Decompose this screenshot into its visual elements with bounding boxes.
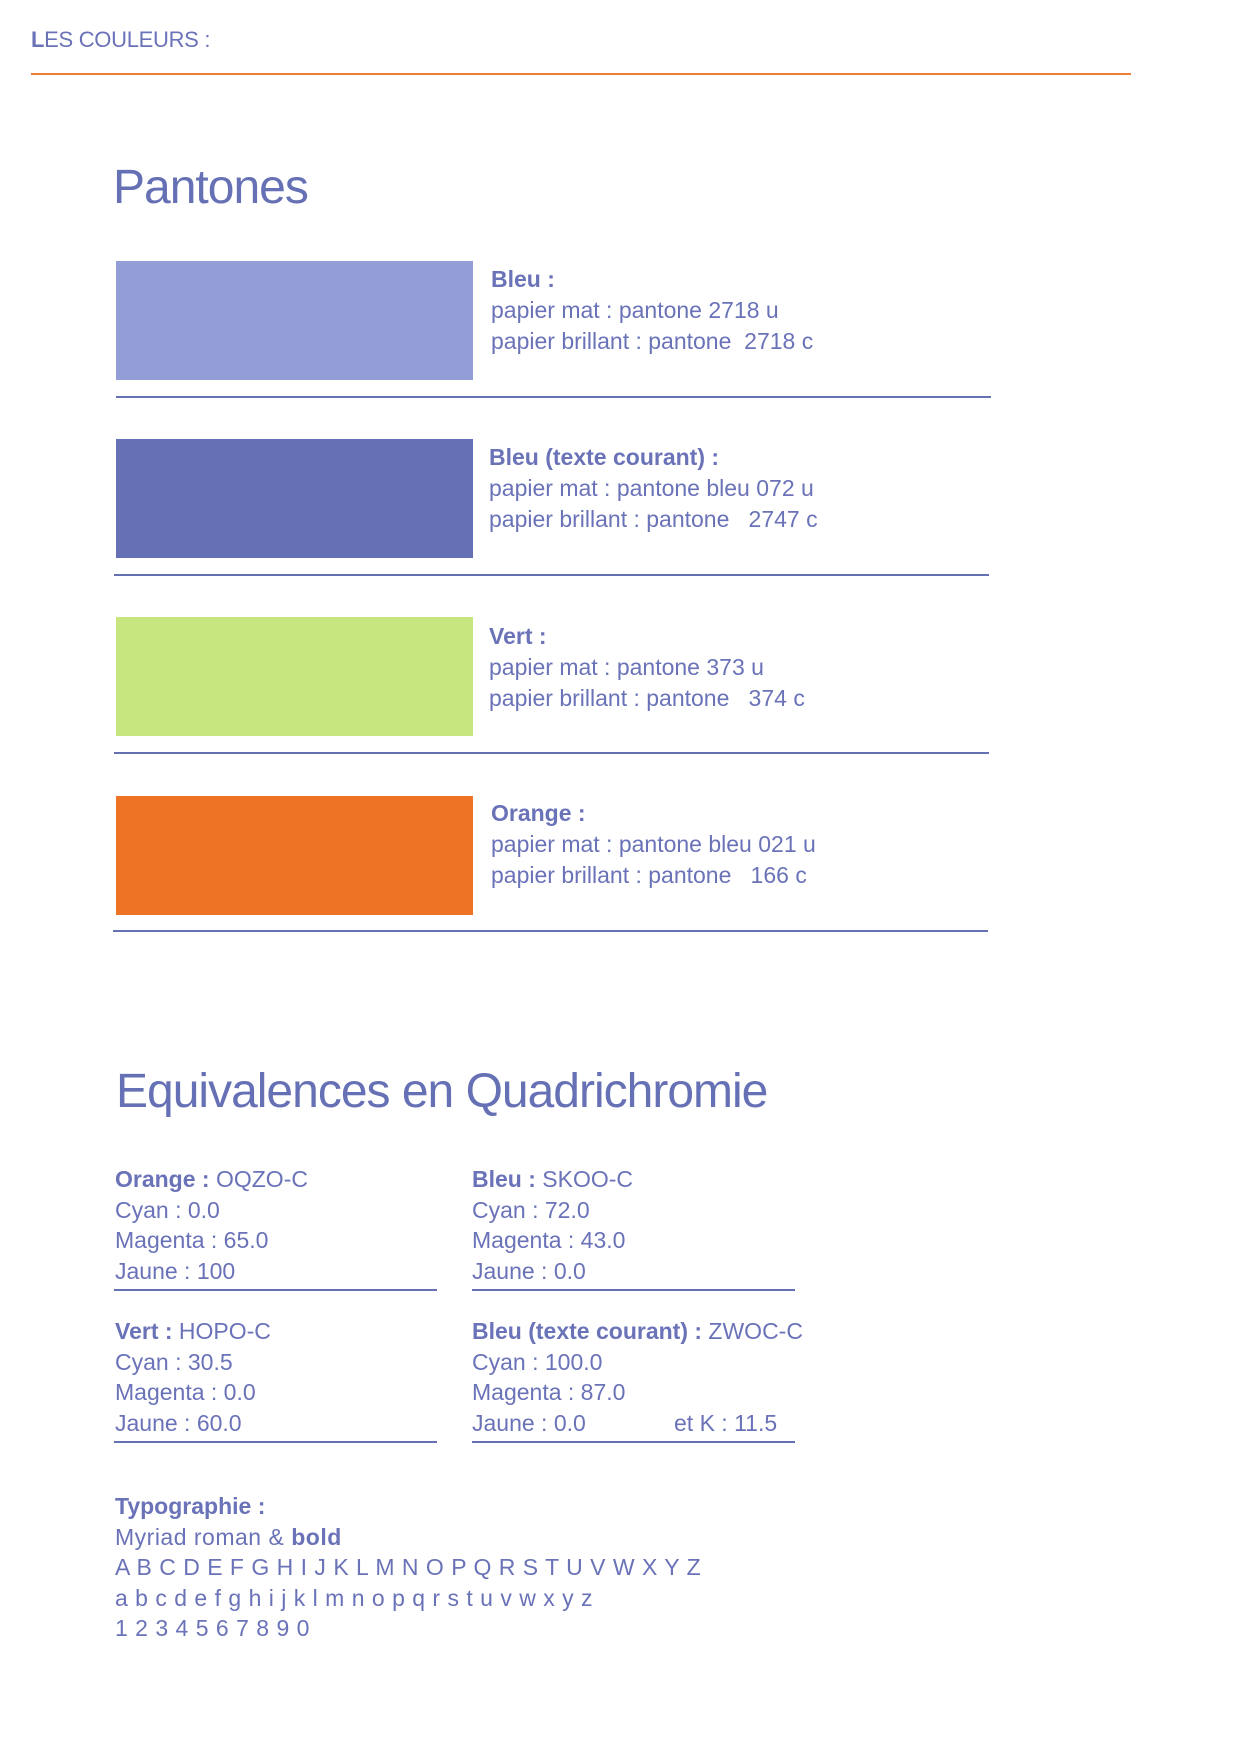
quadri-bleu-texte-magenta: Magenta : 87.0 (472, 1379, 626, 1405)
quadri-vert-magenta: Magenta : 0.0 (115, 1379, 256, 1405)
pantone-bleu-texte-name: Bleu (texte courant) : (489, 444, 720, 470)
header-divider (31, 73, 1131, 75)
quadri-bleu-jaune: Jaune : 0.0 (472, 1257, 586, 1284)
quadri-bleu-texte-k: et K : 11.5 (674, 1409, 778, 1436)
quadri-bleu-texte (472, 1316, 832, 1438)
pantone-vert-mat: papier mat : pantone 373 u (489, 654, 764, 680)
pantone-divider (113, 930, 988, 932)
pantone-vert-brillant: papier brillant : pantone 374 c (489, 685, 805, 711)
swatch-bleu-texte (116, 439, 473, 558)
pantone-bleu-mat: papier mat : pantone 2718 u (491, 297, 779, 323)
typographie-digits: 1 2 3 4 5 6 7 8 9 0 (115, 1615, 310, 1641)
pantone-bleu-texte-brillant: papier brillant : pantone 2747 c (489, 506, 818, 532)
pantone-orange-mat: papier mat : pantone bleu 021 u (491, 831, 816, 857)
quadri-divider (472, 1289, 795, 1291)
quadri-divider (472, 1441, 795, 1443)
quadri-bleu-magenta: Magenta : 43.0 (472, 1227, 626, 1253)
swatch-orange (116, 796, 473, 915)
header-title-rest: ES COULEURS : (44, 27, 211, 52)
quadri-title: Equivalences en Quadrichromie (116, 1065, 768, 1118)
swatch-vert (116, 617, 473, 736)
pantone-divider (114, 752, 989, 754)
pantone-divider (114, 574, 989, 576)
quadri-bleu (472, 1164, 797, 1286)
quadri-bleu-texte-name: Bleu (texte courant) : (472, 1318, 703, 1344)
typographie-lowercase: a b c d e f g h i j k l m n o p q r s t u v w x y z (115, 1584, 593, 1611)
quadri-bleu-texte-cyan: Cyan : 100.0 (472, 1348, 603, 1375)
pantone-vert-name: Vert : (489, 623, 547, 649)
quadri-bleu-code: SKOO-C (535, 1166, 634, 1192)
quadri-divider (114, 1441, 437, 1443)
typographie (115, 1491, 701, 1644)
quadri-bleu-cyan: Cyan : 72.0 (472, 1196, 590, 1223)
swatch-bleu (116, 261, 473, 380)
typographie-uppercase: A B C D E F G H I J K L M N O P Q R S T U V W X Y Z (115, 1554, 702, 1580)
pantone-orange (491, 798, 816, 891)
quadri-divider (114, 1289, 437, 1291)
pantone-divider (116, 396, 991, 398)
quadri-vert-code: HOPO-C (172, 1318, 271, 1344)
quadri-orange-cyan: Cyan : 0.0 (115, 1196, 220, 1223)
pantone-orange-name: Orange : (491, 800, 586, 826)
typographie-font-regular: Myriad roman & (115, 1523, 292, 1550)
quadri-bleu-name: Bleu : (472, 1166, 536, 1192)
quadri-vert-jaune: Jaune : 60.0 (115, 1409, 242, 1436)
pantone-vert (489, 621, 805, 714)
pantone-orange-brillant: papier brillant : pantone 166 c (491, 862, 807, 888)
quadri-orange-code: OQZO-C (209, 1166, 308, 1192)
header-title (31, 27, 210, 53)
quadri-bleu-texte-jaune: Jaune : 0.0 (472, 1409, 586, 1436)
header-title-initial: L (31, 27, 45, 52)
quadri-orange-magenta: Magenta : 65.0 (115, 1227, 269, 1253)
quadri-vert-cyan: Cyan : 30.5 (115, 1348, 233, 1375)
pantones-title: Pantones (113, 161, 308, 214)
pantone-bleu-texte-mat: papier mat : pantone bleu 072 u (489, 475, 814, 501)
typographie-title: Typographie : (115, 1493, 266, 1519)
pantone-bleu-texte (489, 442, 818, 535)
typographie-font-bold: bold (291, 1523, 342, 1550)
quadri-orange (115, 1164, 440, 1286)
quadri-vert (115, 1316, 440, 1438)
pantone-bleu-name: Bleu : (491, 266, 555, 292)
quadri-vert-name: Vert : (115, 1318, 173, 1344)
pantone-bleu-brillant: papier brillant : pantone 2718 c (491, 328, 814, 354)
quadri-orange-name: Orange : (115, 1166, 210, 1192)
pantone-bleu (491, 264, 813, 357)
quadri-bleu-texte-code: ZWOC-C (702, 1318, 803, 1344)
quadri-orange-jaune: Jaune : 100 (115, 1257, 236, 1284)
